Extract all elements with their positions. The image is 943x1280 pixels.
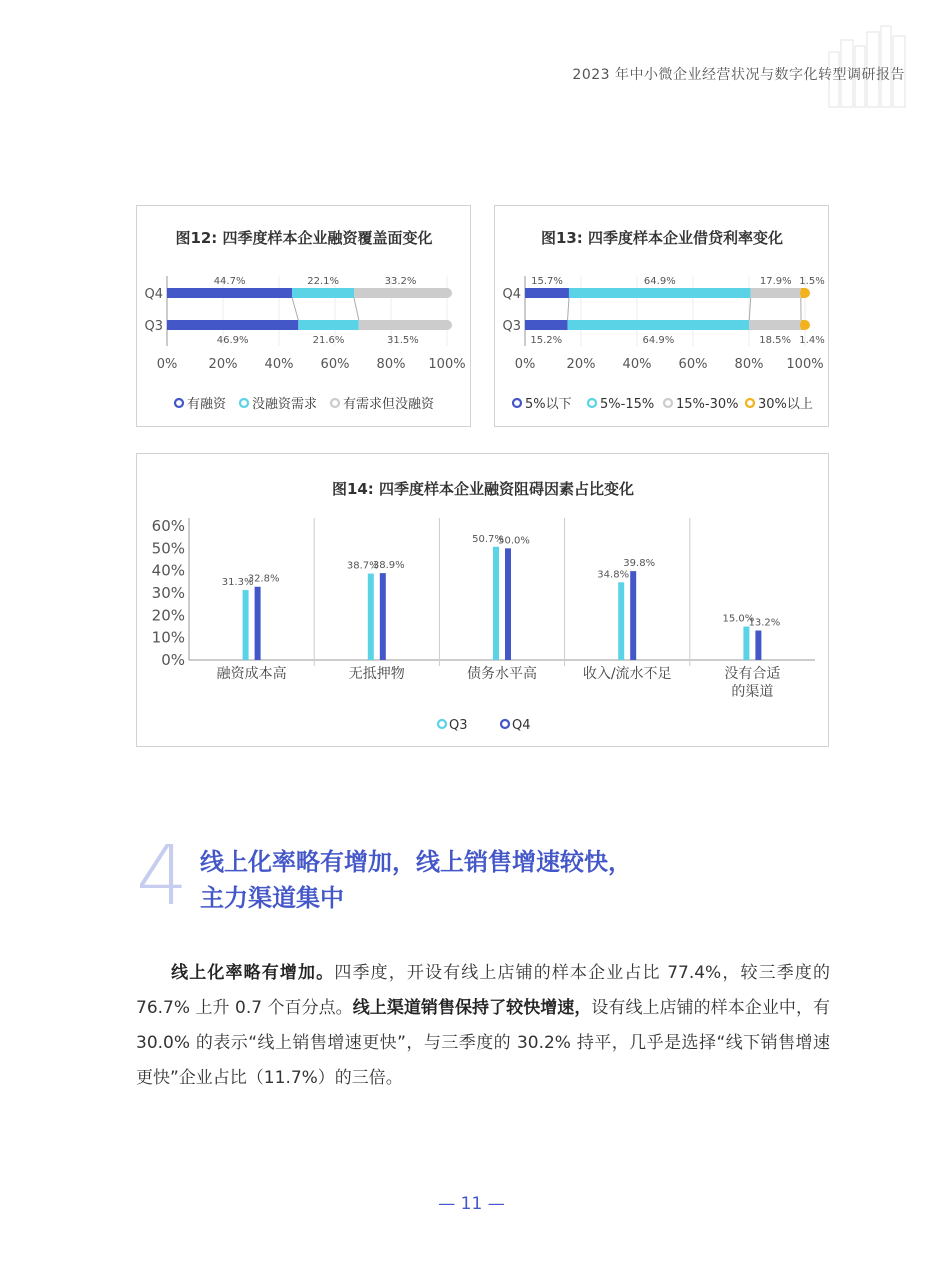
chart13-legend-label: 15%-30% (676, 397, 739, 412)
chart12-bar-end-cap (442, 320, 452, 330)
chart13-bar-segment (749, 320, 801, 330)
section-number: 4 (136, 829, 189, 924)
chart12-legend-label: 有需求但没融资 (343, 397, 435, 412)
chart13-loan-interest-rate (495, 206, 830, 428)
chart13-bar-segment (569, 288, 751, 298)
chart13-data-label: 64.9% (643, 276, 676, 287)
chart14-data-label: 31.3% (221, 577, 254, 589)
chart13-legend-label: 5%-15% (600, 397, 655, 412)
paragraph-bold-2: 线上渠道销售保持了较快增速， (352, 998, 592, 1018)
chart12-category-label: Q4 (144, 287, 163, 302)
chart12-data-label: 21.6% (312, 335, 345, 346)
chart14-y-tick-label: 60% (151, 517, 185, 535)
chart13-bar-segment (525, 320, 568, 330)
paragraph-bold-1: 线上化率略有增加。 (170, 963, 335, 983)
chart13-legend-label: 5%以下 (525, 397, 572, 412)
chart14-legend-label: Q3 (449, 718, 468, 733)
chart13-x-tick-label: 80% (734, 357, 764, 372)
chart13-x-tick-label: 60% (678, 357, 708, 372)
chart12-legend-label: 有融资 (187, 397, 227, 412)
chart14-data-label: 13.2% (748, 617, 781, 629)
chart12-legend-marker (240, 399, 248, 407)
chart13-data-label: 1.5% (799, 276, 825, 287)
chart14-bar (618, 582, 624, 660)
chart13-data-label: 15.2% (530, 335, 563, 346)
chart14-bar (743, 627, 749, 661)
chart12-bar-segment (354, 288, 447, 298)
chart13-x-tick-label: 100% (786, 357, 824, 372)
chart12-x-tick-label: 80% (376, 357, 406, 372)
chart13-panel (494, 205, 829, 427)
chart14-category-label: 收入/流水不足 (582, 666, 672, 682)
chart13-data-label: 1.4% (799, 335, 825, 346)
chart12-x-tick-label: 60% (320, 357, 350, 372)
chart13-legend-marker (588, 399, 596, 407)
chart14-title: 图14: 四季度样本企业融资阻碍因素占比变化 (331, 480, 635, 498)
chart13-legend-marker (664, 399, 672, 407)
chart13-category-label: Q3 (502, 319, 521, 334)
chart13-data-label: 18.5% (759, 335, 792, 346)
chart13-bar-end-cap (800, 320, 810, 330)
chart14-y-tick-label: 30% (151, 584, 185, 602)
chart13-data-label: 64.9% (642, 335, 675, 346)
chart14-data-label: 50.0% (498, 535, 530, 547)
chart14-financing-obstacles (137, 454, 830, 748)
chart12-bar-segment (298, 320, 358, 330)
chart13-category-label: Q4 (502, 287, 521, 302)
chart13-bar-segment (751, 288, 801, 298)
chart13-x-tick-label: 0% (514, 357, 536, 372)
chart12-bar-end-cap (442, 288, 452, 298)
chart14-legend-marker (438, 720, 446, 728)
page-number: — 11 — (438, 1194, 505, 1214)
chart12-data-label: 31.5% (387, 335, 419, 346)
chart12-data-label: 22.1% (307, 276, 339, 287)
chart12-bar-segment (167, 320, 298, 330)
section-title (200, 844, 632, 916)
chart14-y-tick-label: 40% (151, 561, 185, 580)
chart12-category-label: Q3 (144, 319, 163, 334)
chart14-legend-label: Q4 (512, 718, 531, 733)
chart12-data-label: 44.7% (213, 276, 246, 287)
chart14-y-tick-label: 0% (161, 651, 185, 669)
chart12-x-tick-label: 40% (264, 357, 294, 372)
chart14-category-label: 没有合适 (724, 666, 781, 682)
chart12-bar-segment (292, 288, 354, 298)
chart13-bar-segment (525, 288, 569, 298)
chart14-y-tick-label: 10% (151, 628, 185, 647)
chart12-title: 图12: 四季度样本企业融资覆盖面变化 (175, 229, 433, 247)
chart14-bar (368, 574, 374, 660)
chart12-connector-line (292, 298, 298, 320)
chart14-bar (380, 573, 386, 660)
chart13-bar-end-cap (800, 288, 810, 298)
chart14-panel (136, 453, 829, 747)
chart14-data-label: 38.9% (372, 560, 405, 572)
chart12-legend-marker (331, 399, 339, 407)
chart13-bar-segment (568, 320, 750, 330)
chart14-y-tick-label: 20% (151, 606, 185, 625)
chart13-title: 图13: 四季度样本企业借贷利率变化 (540, 229, 784, 247)
chart14-data-label: 38.7% (346, 560, 379, 572)
chart14-bar (630, 571, 636, 660)
chart12-connector-line (354, 298, 359, 320)
paragraph-text-1: 四季度，开设有线上店铺的样本企业占比 77.4%，较三季度的 76.7% 上升 0.7 个百分点。 (136, 963, 830, 1018)
chart14-data-label: 39.8% (623, 558, 656, 570)
chart14-bar (505, 548, 511, 660)
chart12-panel (136, 205, 471, 427)
chart14-legend-marker (501, 720, 509, 728)
report-header-title: 2023 年中小微企业经营状况与数字化转型调研报告 (572, 67, 905, 83)
chart14-bar (255, 587, 261, 660)
chart13-legend-label: 30%以上 (758, 397, 813, 412)
chart12-financing-coverage (137, 206, 472, 428)
chart12-legend-label: 没融资需求 (252, 397, 318, 412)
chart14-y-tick-label: 50% (151, 539, 185, 558)
chart14-bar (243, 590, 249, 660)
chart14-data-label: 50.7% (472, 533, 504, 545)
chart14-data-label: 34.8% (597, 569, 630, 581)
chart13-legend-marker (513, 399, 521, 407)
chart13-legend-marker (746, 399, 754, 407)
chart12-bar-segment (167, 288, 292, 298)
chart12-data-label: 33.2% (384, 276, 417, 287)
chart12-bar-segment (359, 320, 447, 330)
chart14-category-label: 债务水平高 (467, 666, 537, 682)
chart14-category-label: 无抵押物 (348, 666, 405, 682)
section-title-line1: 线上化率略有增加，线上销售增速较快， (200, 848, 632, 876)
paragraph-text-2: 设有线上店铺的样本企业中，有 30.0% 的表示“线上销售增速更快”，与三季度的 30.2% 持平，几乎是选择“线下销售增速更快”企业占比（11.7%）的三倍。 (136, 998, 830, 1088)
chart14-data-label: 32.8% (247, 573, 280, 585)
chart13-connector-line (568, 298, 569, 320)
chart12-legend-marker (175, 399, 183, 407)
chart14-category-label: 融资成本高 (216, 666, 287, 682)
chart13-data-label: 17.9% (759, 276, 792, 287)
body-paragraph (136, 956, 830, 1096)
chart13-x-tick-label: 40% (622, 357, 652, 372)
chart14-data-label: 15.0% (722, 613, 755, 625)
chart13-x-tick-label: 20% (566, 357, 596, 372)
chart13-data-label: 15.7% (531, 276, 563, 287)
chart12-x-tick-label: 20% (208, 357, 238, 372)
chart12-data-label: 46.9% (216, 335, 249, 346)
chart14-bar (755, 631, 761, 660)
chart14-category-label: 的渠道 (731, 684, 774, 700)
chart12-x-tick-label: 0% (156, 357, 178, 372)
section-title-line2: 主力渠道集中 (200, 884, 344, 912)
chart12-x-tick-label: 100% (428, 357, 466, 372)
chart14-bar (493, 547, 499, 660)
